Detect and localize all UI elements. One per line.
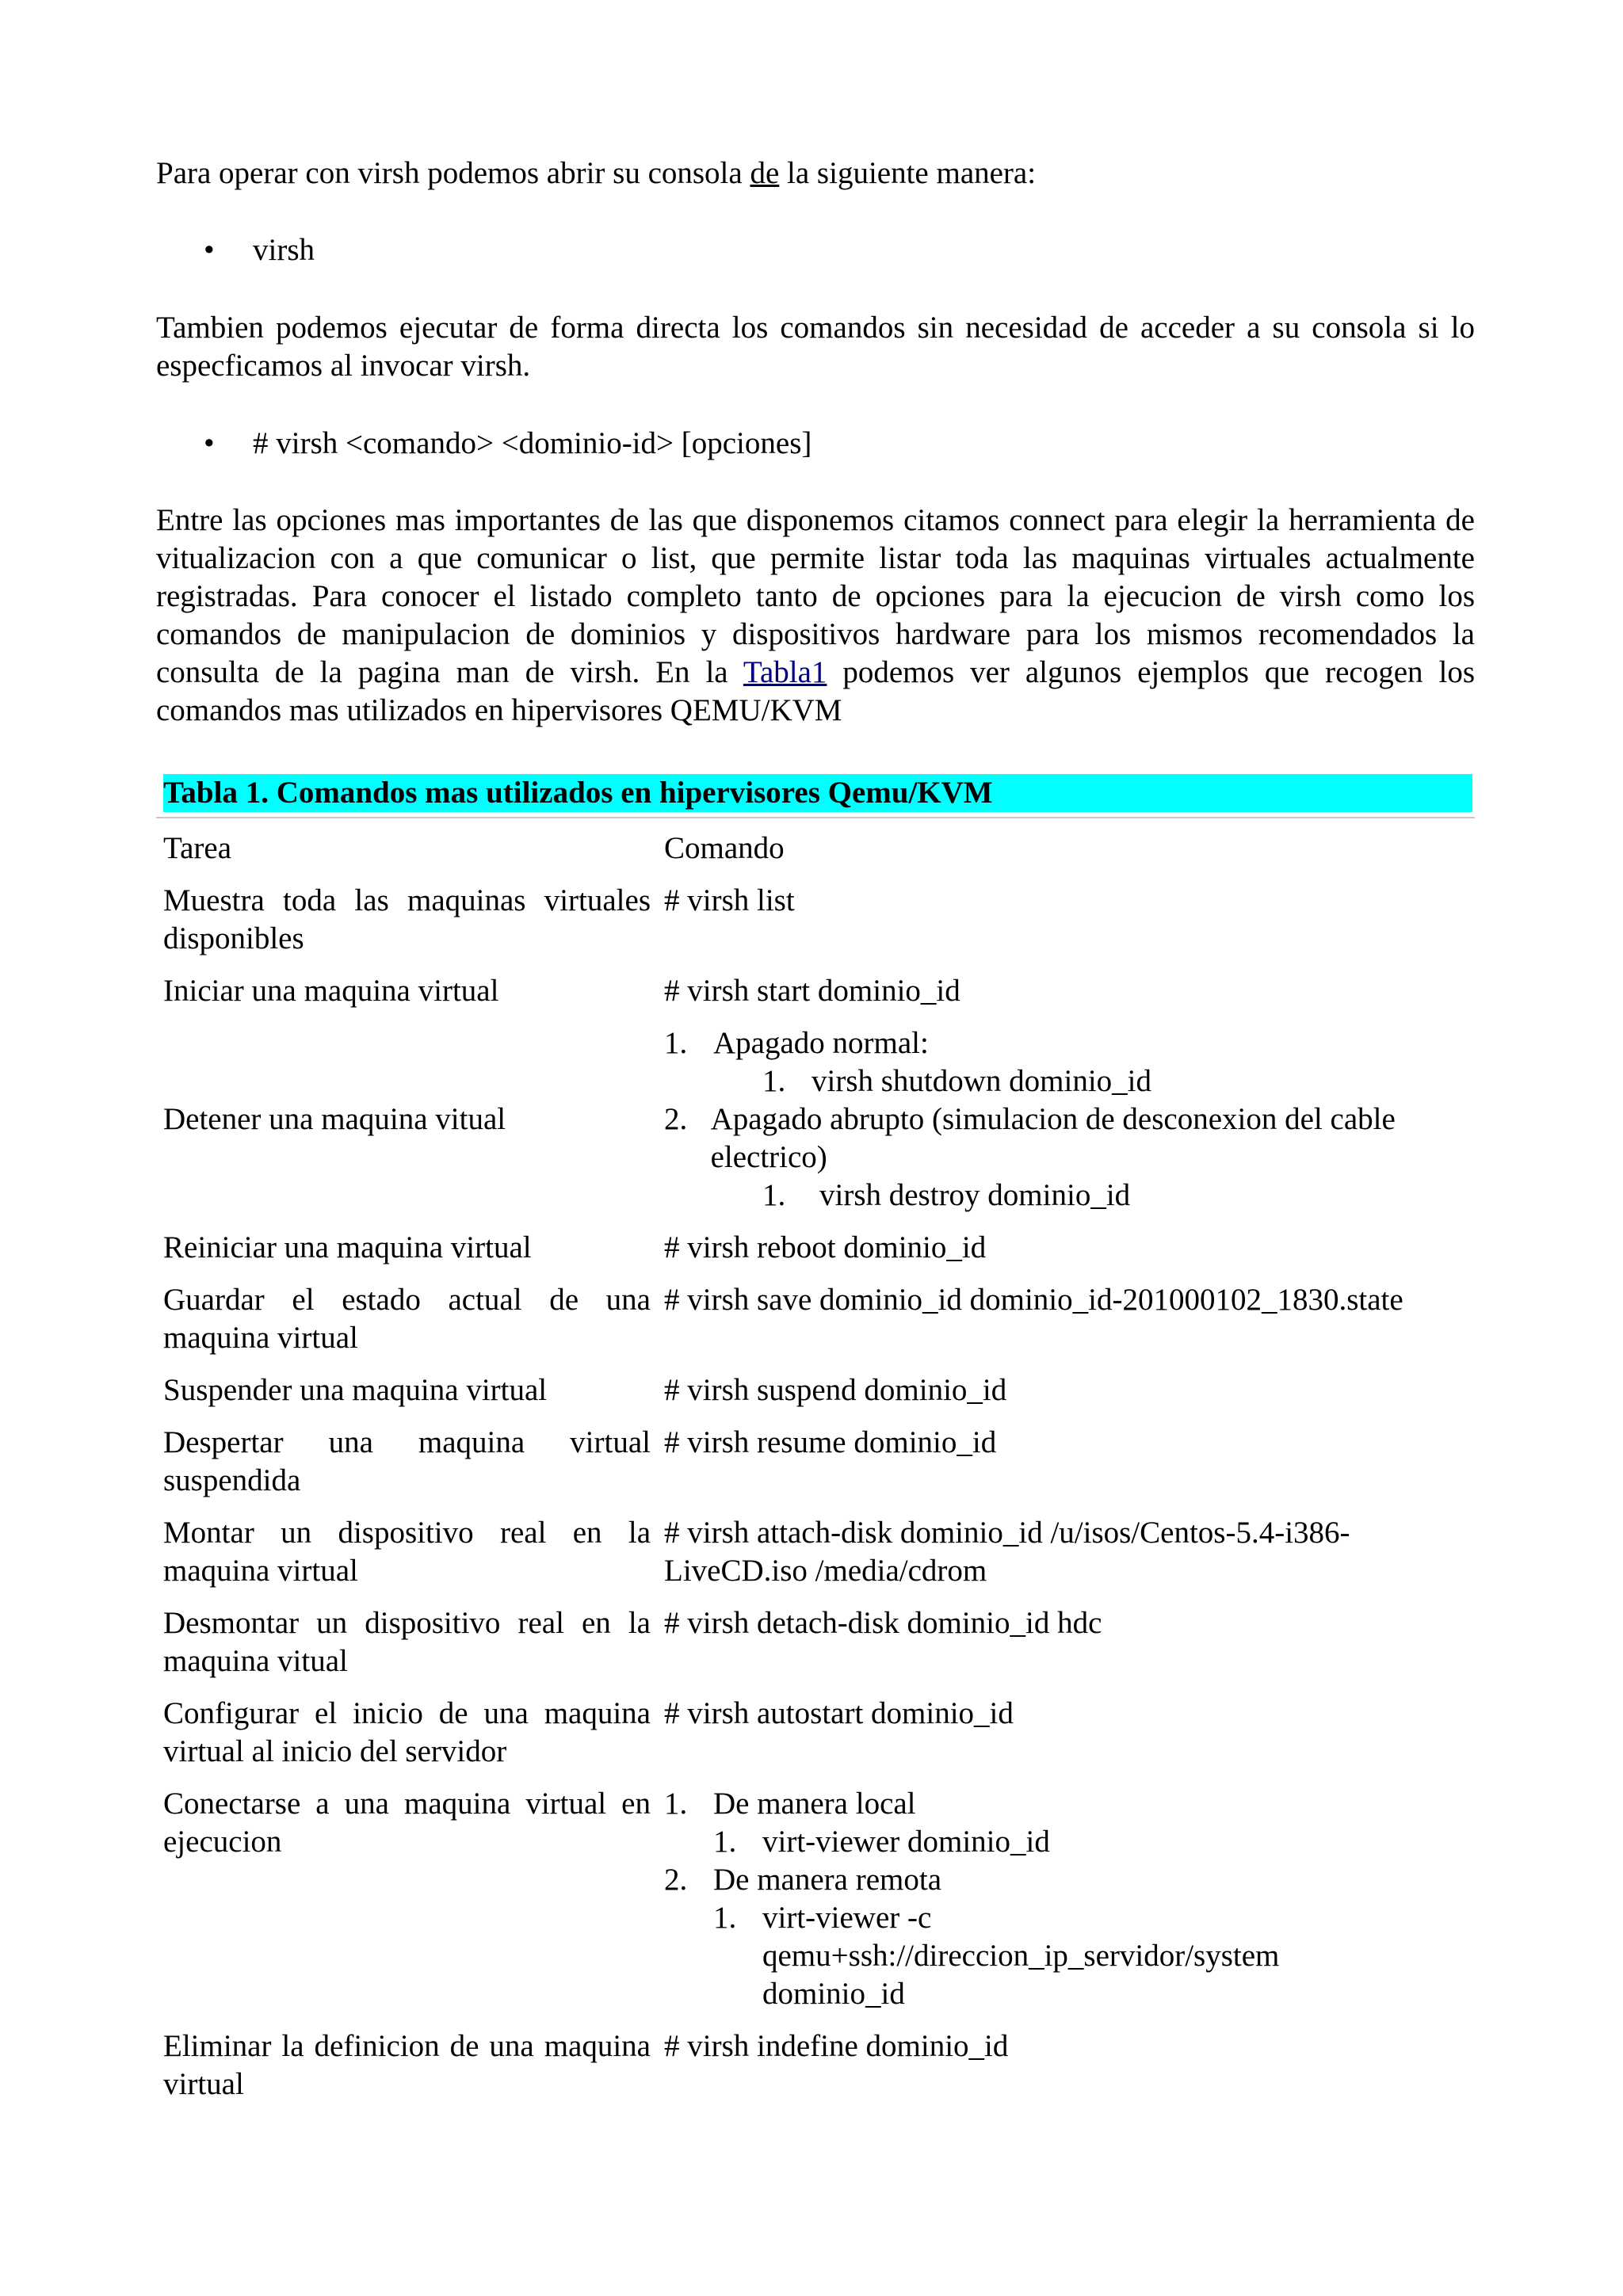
- command-cell: # virsh suspend dominio_id: [664, 1373, 1007, 1407]
- task-cell: Iniciar una maquina virtual: [163, 974, 499, 1008]
- underlined-word: de: [750, 156, 780, 190]
- table-row: [156, 1785, 1475, 2013]
- task-cell: Eliminar la definicion de una maquina virtual: [163, 2029, 651, 2101]
- list-number: 1.: [762, 1064, 786, 1098]
- intro-paragraph-2: Tambien podemos ejecutar de forma directa los comandos sin necesidad de acceder a su consola si lo especficamos al invocar virsh.: [156, 311, 1475, 383]
- list-number: 2.: [664, 1102, 688, 1136]
- header-comando: Comando: [664, 831, 785, 865]
- command-cell: # virsh resume dominio_id: [664, 1425, 997, 1459]
- table-row: [156, 1229, 1475, 1267]
- table-row: [156, 1604, 1475, 1680]
- text: la siguiente manera:: [779, 156, 1037, 190]
- task-cell: Despertar una maquina virtual suspendida: [163, 1425, 651, 1497]
- sub-list-item: [664, 1823, 1475, 1861]
- list-number: 1.: [664, 1026, 688, 1060]
- table-reference-link[interactable]: Tabla1: [743, 655, 827, 689]
- task-cell: Reiniciar una maquina virtual: [163, 1230, 532, 1264]
- table-row: [156, 882, 1475, 958]
- task-cell: Configurar el inicio de una maquina virtual al inicio del servidor: [163, 1696, 651, 1768]
- list-text: De manera remota: [713, 1863, 942, 1897]
- sub-list-item: [664, 1177, 1475, 1215]
- text: Para operar con virsh podemos abrir su consola: [156, 156, 750, 190]
- caption-divider: [156, 817, 1475, 818]
- list-text: virt-viewer dominio_id: [762, 1825, 1050, 1859]
- bullet-text: virsh: [253, 233, 315, 267]
- table-row: [156, 1424, 1475, 1500]
- sub-list-item: [664, 1899, 1475, 2013]
- table-row: [156, 1695, 1475, 1771]
- table-row: [156, 2027, 1475, 2103]
- list-number: 1.: [664, 1787, 688, 1821]
- table-row: [156, 1024, 1475, 1215]
- bullet-item-virsh: [156, 231, 315, 269]
- list-text: virsh shutdown dominio_id: [812, 1064, 1152, 1098]
- command-cell: # virsh autostart dominio_id: [664, 1696, 1014, 1730]
- command-cell: # virsh indefine dominio_id: [664, 2029, 1009, 2063]
- list-text: virt-viewer -c qemu+ssh://direccion_ip_servidor/system dominio_id: [762, 1901, 1280, 2011]
- list-text: virsh destroy dominio_id: [819, 1178, 1131, 1212]
- intro-paragraph-1: [156, 154, 1475, 193]
- text: Entre las opciones mas importantes de las que disponemos citamos connect para elegir la herramienta de vitualizacion con a que comunicar o list, que permite listar toda las maquinas virtuales actualmente registradas. Para conocer el listado completo tanto de opciones para la ejecucion de virsh como los comandos de manipulacion de dominios y dispositivos hardware para los mismos recomendados la consulta de la pagina man de virsh. En la: [156, 503, 1475, 689]
- table-row: [156, 972, 1475, 1010]
- list-number: 1.: [713, 1825, 737, 1859]
- task-cell: Guardar el estado actual de una maquina virtual: [163, 1283, 651, 1355]
- task-cell: Suspender una maquina virtual: [163, 1373, 548, 1407]
- task-cell: [156, 1024, 651, 1215]
- header-tarea: Tarea: [163, 831, 232, 865]
- bullet-item-command-syntax: [156, 425, 812, 463]
- bullet-text: # virsh <comando> <dominio-id> [opciones]: [253, 426, 812, 460]
- command-cell: # virsh list: [664, 883, 795, 917]
- command-cell: [651, 1024, 1475, 1215]
- table-caption: Tabla 1. Comandos mas utilizados en hipervisores Qemu/KVM: [163, 774, 1472, 812]
- list-number: 1.: [713, 1901, 737, 1935]
- command-cell: [651, 1785, 1475, 2013]
- table-row: [156, 1514, 1475, 1590]
- list-text: Apagado abrupto (simulacion de desconexion del cable electrico): [710, 1102, 1396, 1174]
- sub-list-item: [664, 1062, 1475, 1100]
- list-item: [664, 1785, 1475, 1823]
- list-number: 1.: [762, 1178, 786, 1212]
- list-text: De manera local: [713, 1787, 916, 1821]
- task-cell: Desmontar un dispositivo real en la maquina vitual: [163, 1606, 651, 1678]
- command-cell: # virsh save dominio_id dominio_id-201000102_1830.state: [664, 1283, 1403, 1317]
- task-cell: Montar un dispositivo real en la maquina virtual: [163, 1516, 651, 1588]
- command-cell: # virsh start dominio_id: [664, 974, 960, 1008]
- table-row: [156, 1371, 1475, 1409]
- task-cell: Muestra toda las maquinas virtuales disponibles: [163, 883, 651, 955]
- command-cell: # virsh detach-disk dominio_id hdc: [664, 1606, 1102, 1640]
- table-header-row: [156, 830, 1475, 868]
- list-text: Apagado normal:: [713, 1026, 929, 1060]
- intro-paragraph-3: [156, 502, 1475, 730]
- list-item: [664, 1861, 1475, 1899]
- command-cell: # virsh reboot dominio_id: [664, 1230, 987, 1264]
- command-cell: # virsh attach-disk dominio_id /u/isos/Centos-5.4-i386-LiveCD.iso /media/cdrom: [664, 1516, 1350, 1588]
- text: podemos ver algunos ejemplos que recogen los comandos mas utilizados en hipervisores QEMU/KVM: [156, 655, 1475, 727]
- task-cell: Conectarse a una maquina virtual en ejecucion: [163, 1787, 651, 1859]
- list-number: 2.: [664, 1863, 688, 1897]
- commands-table: [156, 774, 1475, 2103]
- list-item: [664, 1100, 1475, 1177]
- bullet-icon: •: [204, 426, 215, 460]
- list-item: [664, 1024, 1475, 1062]
- bullet-icon: •: [204, 233, 215, 267]
- table-row: [156, 1281, 1475, 1357]
- task-text: Detener una maquina vitual: [163, 1102, 506, 1136]
